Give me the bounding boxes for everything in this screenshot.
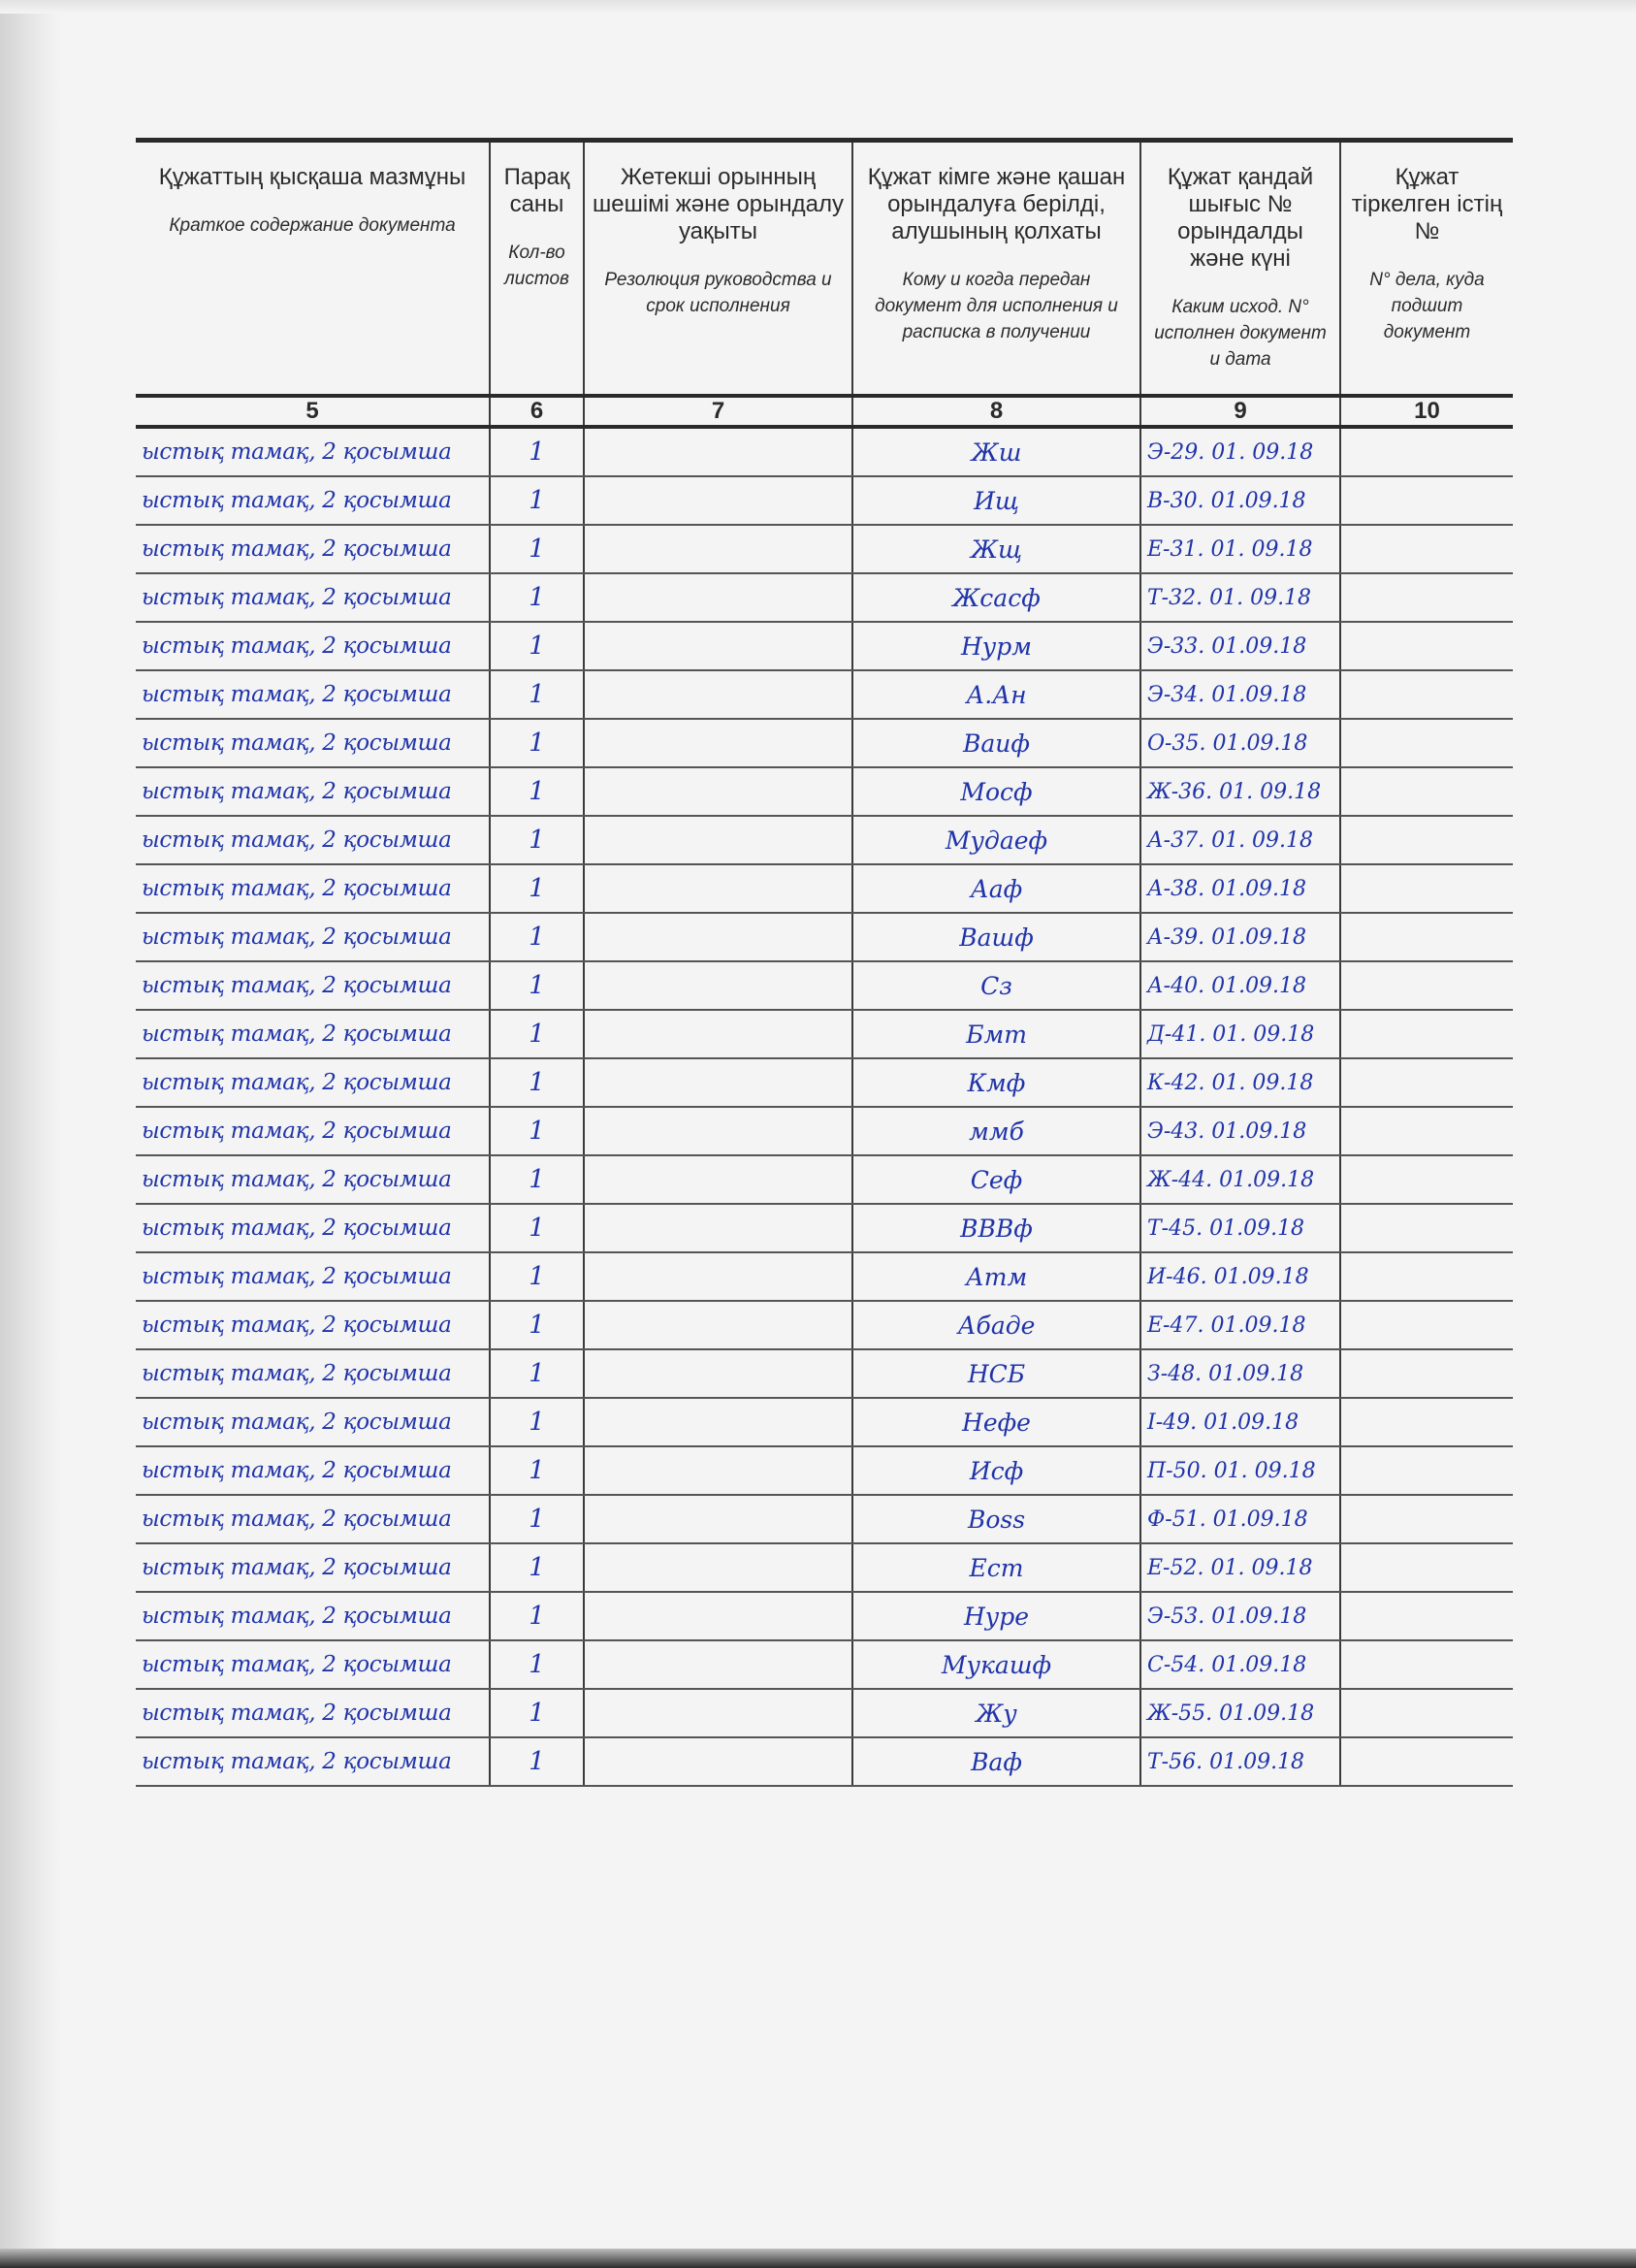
signature-cell: ммб [852,1107,1140,1155]
content-cell: ыстық тамақ, 2 қосымша [136,1689,490,1737]
signature-cell: Ааф [852,864,1140,913]
table-row [136,1107,1513,1155]
content-cell: ыстық тамақ, 2 қосымша [136,1252,490,1301]
resolution-cell [584,1010,852,1058]
signature-cell: Сз [852,961,1140,1010]
outgoing-number-cell: Ж-36. 01. 09.18 [1140,767,1340,816]
case-number-cell [1340,476,1513,525]
column-header-8 [852,141,1140,397]
outgoing-number-cell: З-48. 01.09.18 [1140,1349,1340,1398]
outgoing-number-cell: А-37. 01. 09.18 [1140,816,1340,864]
sheets-cell: 1 [490,1446,584,1495]
sheets-cell: 1 [490,1349,584,1398]
column-header-5 [136,141,490,397]
sheets-cell: 1 [490,1204,584,1252]
table-row [136,427,1513,476]
resolution-cell [584,719,852,767]
signature-cell: Абаде [852,1301,1140,1349]
sheets-cell: 1 [490,1543,584,1592]
sheets-cell: 1 [490,719,584,767]
table-row [136,622,1513,670]
resolution-cell [584,427,852,476]
sheets-cell: 1 [490,1737,584,1786]
resolution-cell [584,1107,852,1155]
resolution-cell [584,1689,852,1737]
column-number-row [136,396,1513,427]
table-row [136,816,1513,864]
resolution-cell [584,1543,852,1592]
column-title-ru: N° дела, куда подшит документ [1369,270,1485,342]
content-cell: ыстық тамақ, 2 қосымша [136,1349,490,1398]
resolution-cell [584,670,852,719]
outgoing-number-cell: О-35. 01.09.18 [1140,719,1340,767]
outgoing-number-cell: Е-47. 01.09.18 [1140,1301,1340,1349]
content-cell: ыстық тамақ, 2 қосымша [136,1058,490,1107]
resolution-cell [584,1058,852,1107]
case-number-cell [1340,913,1513,961]
outgoing-number-cell: Ж-44. 01.09.18 [1140,1155,1340,1204]
content-cell: ыстық тамақ, 2 қосымша [136,1107,490,1155]
table-row [136,864,1513,913]
outgoing-number-cell: Е-52. 01. 09.18 [1140,1543,1340,1592]
signature-cell: Кмф [852,1058,1140,1107]
content-cell: ыстық тамақ, 2 қосымша [136,1446,490,1495]
case-number-cell [1340,1689,1513,1737]
signature-cell: Boss [852,1495,1140,1543]
table-row [136,1592,1513,1640]
column-title-ru: Каким исход. N° исполнен документ и дата [1154,297,1327,370]
content-cell: ыстық тамақ, 2 қосымша [136,1398,490,1446]
sheets-cell: 1 [490,573,584,622]
content-cell: ыстық тамақ, 2 қосымша [136,1592,490,1640]
registry-table [136,138,1513,1787]
table-row [136,1204,1513,1252]
column-header-7 [584,141,852,397]
outgoing-number-cell: Т-45. 01.09.18 [1140,1204,1340,1252]
table-row [136,1737,1513,1786]
resolution-cell [584,1204,852,1252]
sheets-cell: 1 [490,1058,584,1107]
signature-cell: Сеф [852,1155,1140,1204]
case-number-cell [1340,719,1513,767]
content-cell: ыстық тамақ, 2 қосымша [136,1495,490,1543]
resolution-cell [584,1301,852,1349]
signature-cell: Бмт [852,1010,1140,1058]
outgoing-number-cell: П-50. 01. 09.18 [1140,1446,1340,1495]
content-cell: ыстық тамақ, 2 қосымша [136,1543,490,1592]
outgoing-number-cell: А-38. 01.09.18 [1140,864,1340,913]
case-number-cell [1340,961,1513,1010]
signature-cell: Мукашф [852,1640,1140,1689]
content-cell: ыстық тамақ, 2 қосымша [136,719,490,767]
outgoing-number-cell: Т-56. 01.09.18 [1140,1737,1340,1786]
table-row [136,1689,1513,1737]
resolution-cell [584,1349,852,1398]
table-row [136,719,1513,767]
page-top-shadow [0,0,1636,14]
sheets-cell: 1 [490,1301,584,1349]
sheets-cell: 1 [490,1010,584,1058]
signature-cell: Ест [852,1543,1140,1592]
column-number-7: 7 [584,396,852,427]
sheets-cell: 1 [490,913,584,961]
resolution-cell [584,1252,852,1301]
signature-cell: Мосф [852,767,1140,816]
case-number-cell [1340,1204,1513,1252]
binding-shadow [0,0,60,2268]
resolution-cell [584,622,852,670]
table-row [136,476,1513,525]
content-cell: ыстық тамақ, 2 қосымша [136,1737,490,1786]
signature-cell: Вашф [852,913,1140,961]
case-number-cell [1340,816,1513,864]
resolution-cell [584,816,852,864]
table-row [136,1495,1513,1543]
content-cell: ыстық тамақ, 2 қосымша [136,1204,490,1252]
resolution-cell [584,864,852,913]
signature-cell: Нурм [852,622,1140,670]
table-row [136,767,1513,816]
content-cell: ыстық тамақ, 2 қосымша [136,816,490,864]
signature-cell: Ваф [852,1737,1140,1786]
outgoing-number-cell: Ф-51. 01.09.18 [1140,1495,1340,1543]
signature-cell: Мудаеф [852,816,1140,864]
sheets-cell: 1 [490,1689,584,1737]
column-title-kz: Парақ саны [503,164,570,217]
case-number-cell [1340,767,1513,816]
resolution-cell [584,1495,852,1543]
case-number-cell [1340,670,1513,719]
resolution-cell [584,573,852,622]
sheets-cell: 1 [490,961,584,1010]
resolution-cell [584,913,852,961]
resolution-cell [584,1737,852,1786]
signature-cell: Жу [852,1689,1140,1737]
sheets-cell: 1 [490,1155,584,1204]
sheets-cell: 1 [490,427,584,476]
table-row [136,1301,1513,1349]
resolution-cell [584,1398,852,1446]
table-row [136,1349,1513,1398]
outgoing-number-cell: И-46. 01.09.18 [1140,1252,1340,1301]
table-row [136,573,1513,622]
column-number-5: 5 [136,396,490,427]
sheets-cell: 1 [490,1252,584,1301]
case-number-cell [1340,1446,1513,1495]
content-cell: ыстық тамақ, 2 қосымша [136,1640,490,1689]
table-row [136,1543,1513,1592]
content-cell: ыстық тамақ, 2 қосымша [136,427,490,476]
column-number-9: 9 [1140,396,1340,427]
column-title-kz: Құжат қандай шығыс № орындалды және күні [1167,164,1314,272]
sheets-cell: 1 [490,1398,584,1446]
content-cell: ыстық тамақ, 2 қосымша [136,913,490,961]
signature-cell: Ваиф [852,719,1140,767]
outgoing-number-cell: Ж-55. 01.09.18 [1140,1689,1340,1737]
resolution-cell [584,1446,852,1495]
resolution-cell [584,767,852,816]
sheets-cell: 1 [490,864,584,913]
content-cell: ыстық тамақ, 2 қосымша [136,622,490,670]
outgoing-number-cell: Э-33. 01.09.18 [1140,622,1340,670]
case-number-cell [1340,864,1513,913]
column-number-10: 10 [1340,396,1513,427]
column-header-6 [490,141,584,397]
column-title-ru: Кому и когда передан документ для исполнения и расписка в получении [875,270,1118,342]
sheets-cell: 1 [490,622,584,670]
outgoing-number-cell: А-39. 01.09.18 [1140,913,1340,961]
outgoing-number-cell: К-42. 01. 09.18 [1140,1058,1340,1107]
outgoing-number-cell: Э-29. 01. 09.18 [1140,427,1340,476]
resolution-cell [584,1592,852,1640]
resolution-cell [584,476,852,525]
content-cell: ыстық тамақ, 2 қосымша [136,1155,490,1204]
outgoing-number-cell: Д-41. 01. 09.18 [1140,1010,1340,1058]
table-row [136,525,1513,573]
content-cell: ыстық тамақ, 2 қосымша [136,961,490,1010]
signature-cell: Исф [852,1446,1140,1495]
signature-cell: Нефе [852,1398,1140,1446]
column-title-kz: Құжаттың қысқаша мазмұны [158,164,466,190]
page-bottom-edge [0,2249,1636,2268]
content-cell: ыстық тамақ, 2 қосымша [136,1301,490,1349]
table-row [136,1398,1513,1446]
column-header-10 [1340,141,1513,397]
content-cell: ыстық тамақ, 2 қосымша [136,670,490,719]
outgoing-number-cell: А-40. 01.09.18 [1140,961,1340,1010]
resolution-cell [584,961,852,1010]
column-number-6: 6 [490,396,584,427]
case-number-cell [1340,1107,1513,1155]
outgoing-number-cell: Э-34. 01.09.18 [1140,670,1340,719]
content-cell: ыстық тамақ, 2 қосымша [136,864,490,913]
outgoing-number-cell: Т-32. 01. 09.18 [1140,573,1340,622]
case-number-cell [1340,1301,1513,1349]
outgoing-number-cell: С-54. 01.09.18 [1140,1640,1340,1689]
case-number-cell [1340,1155,1513,1204]
signature-cell: Жщ [852,525,1140,573]
signature-cell: А.Ан [852,670,1140,719]
signature-cell: Ищ [852,476,1140,525]
case-number-cell [1340,1592,1513,1640]
case-number-cell [1340,1349,1513,1398]
content-cell: ыстық тамақ, 2 қосымша [136,1010,490,1058]
sheets-cell: 1 [490,476,584,525]
case-number-cell [1340,1398,1513,1446]
table-row [136,961,1513,1010]
registry-rows [136,427,1513,1786]
column-title-ru: Кол-во листов [504,243,569,289]
table-row [136,1010,1513,1058]
case-number-cell [1340,1543,1513,1592]
journal-page [136,138,1513,1787]
outgoing-number-cell: І-49. 01.09.18 [1140,1398,1340,1446]
sheets-cell: 1 [490,670,584,719]
sheets-cell: 1 [490,1640,584,1689]
outgoing-number-cell: Е-31. 01. 09.18 [1140,525,1340,573]
signature-cell: Нуре [852,1592,1140,1640]
column-title-kz: Жетекші орынның шешімі және орындалу уақыты [593,164,844,244]
case-number-cell [1340,622,1513,670]
case-number-cell [1340,1495,1513,1543]
case-number-cell [1340,1252,1513,1301]
case-number-cell [1340,1058,1513,1107]
table-row [136,670,1513,719]
signature-cell: Жсасф [852,573,1140,622]
column-header-row [136,141,1513,397]
table-row [136,1252,1513,1301]
column-title-kz: Құжат кімге және қашан орындалуға берілді, алушының қолхаты [867,164,1126,244]
case-number-cell [1340,1010,1513,1058]
signature-cell: НСБ [852,1349,1140,1398]
outgoing-number-cell: Э-43. 01.09.18 [1140,1107,1340,1155]
sheets-cell: 1 [490,767,584,816]
outgoing-number-cell: Э-53. 01.09.18 [1140,1592,1340,1640]
table-row [136,1446,1513,1495]
sheets-cell: 1 [490,1592,584,1640]
signature-cell: ВВВф [852,1204,1140,1252]
resolution-cell [584,1640,852,1689]
column-header-9 [1140,141,1340,397]
column-title-kz: Құжат тіркелген істің № [1351,164,1503,244]
resolution-cell [584,1155,852,1204]
content-cell: ыстық тамақ, 2 қосымша [136,476,490,525]
case-number-cell [1340,525,1513,573]
signature-cell: Жш [852,427,1140,476]
table-row [136,1058,1513,1107]
content-cell: ыстық тамақ, 2 қосымша [136,573,490,622]
table-row [136,913,1513,961]
sheets-cell: 1 [490,1495,584,1543]
case-number-cell [1340,1640,1513,1689]
column-title-ru: Краткое содержание документа [169,215,456,236]
case-number-cell [1340,427,1513,476]
outgoing-number-cell: В-30. 01.09.18 [1140,476,1340,525]
table-row [136,1155,1513,1204]
sheets-cell: 1 [490,525,584,573]
resolution-cell [584,525,852,573]
column-title-ru: Резолюция руководства и срок исполнения [604,270,832,316]
case-number-cell [1340,573,1513,622]
signature-cell: Атм [852,1252,1140,1301]
column-number-8: 8 [852,396,1140,427]
sheets-cell: 1 [490,816,584,864]
table-row [136,1640,1513,1689]
content-cell: ыстық тамақ, 2 қосымша [136,525,490,573]
content-cell: ыстық тамақ, 2 қосымша [136,767,490,816]
case-number-cell [1340,1737,1513,1786]
sheets-cell: 1 [490,1107,584,1155]
